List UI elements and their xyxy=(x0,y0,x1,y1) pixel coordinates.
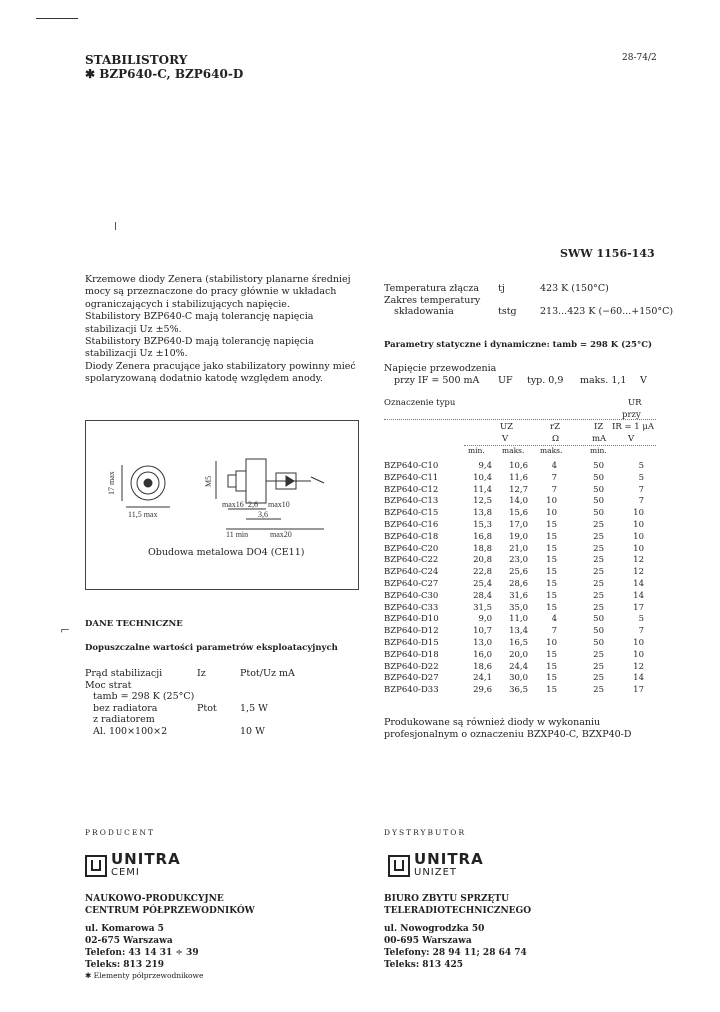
type-cell: BZP640-C33 xyxy=(384,602,439,613)
iz-header: IZ xyxy=(594,422,604,432)
ur-cell: 5 xyxy=(638,614,644,625)
standard-number: SWW 1156-143 xyxy=(560,247,655,260)
title-line-2: ✱ BZP640-C, BZP640-D xyxy=(85,67,244,81)
junction-temp-label: Temperatura złącza xyxy=(384,283,480,294)
package-stud xyxy=(236,471,246,491)
table-row xyxy=(384,650,656,662)
forward-voltage-symbol: UF xyxy=(498,374,513,386)
type-cell: BZP640-C10 xyxy=(384,461,439,471)
iz-cell: 25 xyxy=(593,649,604,660)
static-params-heading: Parametry statyczne i dynamiczne: tamb = 298 K (25°C) xyxy=(384,340,653,350)
ur-cell: 14 xyxy=(633,578,644,589)
type-cell: BZP640-C22 xyxy=(384,555,439,566)
table-row xyxy=(384,485,656,497)
distributor-address-2: 00-695 Warszawa xyxy=(384,936,472,946)
ur-cond-2: IR = 1 μA xyxy=(612,422,655,432)
uz-min-cell: 9,4 xyxy=(478,461,492,471)
professional-note: Produkowane są również diody w wykonaniu profesjonalnym o oznaczeniu BZXP40-C, BZXP40-D xyxy=(384,717,632,740)
type-cell: BZP640-D18 xyxy=(384,649,439,660)
ur-header: UR xyxy=(628,398,642,408)
rz-cell: 15 xyxy=(546,578,557,589)
uz-max-cell: 24,4 xyxy=(509,661,528,672)
distributor-label: DYSTRYBUTOR xyxy=(384,828,467,837)
limit-row: Moc strat xyxy=(85,679,132,691)
iz-cell: 25 xyxy=(593,602,604,613)
uz-max-cell: 16,5 xyxy=(509,637,528,648)
uz-header: UZ xyxy=(500,422,514,432)
uz-min-cell: 10,4 xyxy=(473,472,492,483)
producer-address-2: 02-675 Warszawa xyxy=(85,936,173,946)
uz-min-cell: 20,8 xyxy=(473,555,492,566)
type-cell: BZP640-C13 xyxy=(384,496,439,507)
uz-max-cell: 14,0 xyxy=(509,496,528,507)
storage-range-label: Zakres temperatury xyxy=(384,294,481,306)
rz-cell: 15 xyxy=(546,567,557,578)
ur-cell: 14 xyxy=(633,590,644,601)
uz-max-cell: 19,0 xyxy=(509,531,528,542)
rz-cell: 10 xyxy=(546,508,557,519)
uz-min-cell: 11,4 xyxy=(473,484,492,495)
table-row xyxy=(384,591,656,603)
ur-cell: 7 xyxy=(638,626,644,637)
zener-table xyxy=(384,461,656,697)
distributor-address-1: ul. Nowogrodzka 50 xyxy=(384,924,485,934)
margin-mark: ⌐ xyxy=(60,623,71,637)
uz-max-cell: 28,6 xyxy=(509,578,528,589)
doc-code: 28-74/2 xyxy=(622,53,657,63)
ur-cell: 17 xyxy=(633,685,644,696)
package-hex-body xyxy=(246,459,266,503)
uz-min-cell: 16,0 xyxy=(473,649,492,660)
producer-logo-text: UNITRA xyxy=(111,850,181,868)
uz-max-cell: 36,5 xyxy=(509,685,528,696)
ur-cell: 7 xyxy=(638,484,644,495)
type-cell: BZP640-C12 xyxy=(384,484,439,495)
type-cell: BZP640-C16 xyxy=(384,519,439,530)
top-rule xyxy=(36,18,78,19)
drawing-caption: Obudowa metalowa DO4 (CE11) xyxy=(148,547,305,558)
rz-cell: 15 xyxy=(546,649,557,660)
rz-cell: 4 xyxy=(551,461,557,471)
package-drawing xyxy=(86,421,358,589)
iz-cell: 25 xyxy=(593,531,604,542)
unitra-logo-icon xyxy=(85,855,107,877)
page-title xyxy=(85,53,243,81)
uz-min-cell: 22,8 xyxy=(473,567,492,578)
uz-min-cell: 29,6 xyxy=(473,685,492,696)
uz-min-cell: 9,0 xyxy=(478,614,492,625)
type-cell: BZP640-D12 xyxy=(384,626,439,637)
iz-cell: 50 xyxy=(593,484,604,495)
dim-max10: max10 xyxy=(268,500,290,509)
limits-heading: Dopuszczalne wartości parametrów eksploatacyjnych xyxy=(85,643,338,653)
type-cell: BZP640-D15 xyxy=(384,637,439,648)
forward-voltage-label: Napięcie przewodzenia xyxy=(384,363,497,374)
type-cell: BZP640-C30 xyxy=(384,590,439,601)
dim-26: 2,6 xyxy=(248,500,258,509)
ur-cell: 10 xyxy=(633,519,644,530)
iz-cell: 50 xyxy=(593,472,604,483)
min-label: min. xyxy=(468,446,485,455)
table-row xyxy=(384,544,656,556)
limit-row: bez radiatora Ptot 1,5 W xyxy=(93,702,268,714)
iz-cell: 50 xyxy=(593,496,604,507)
dim-width: 11,5 max xyxy=(128,510,158,519)
uz-max-cell: 13,4 xyxy=(509,626,528,637)
type-cell: BZP640-C24 xyxy=(384,567,439,578)
table-row xyxy=(384,626,656,638)
ur-cell: 10 xyxy=(633,637,644,648)
type-cell: BZP640-C11 xyxy=(384,472,439,483)
description-para-2: Stabilistory BZP640-C mają tolerancję napięcia stabilizacji Uz ±5%. xyxy=(85,311,314,335)
storage-range-label-2: składowania xyxy=(394,306,454,317)
table-row xyxy=(384,685,656,697)
storage-range-symbol: tstg xyxy=(498,306,517,317)
producer-address-1: ul. Komarowa 5 xyxy=(85,924,164,934)
ur-cell: 17 xyxy=(633,602,644,613)
distributor-phone: Telefony: 28 94 11; 28 64 74 xyxy=(384,948,527,958)
uz-max-cell: 11,6 xyxy=(509,472,528,483)
uz-min-cell: 28,4 xyxy=(473,590,492,601)
uz-unit: V xyxy=(502,434,509,444)
table-row xyxy=(384,662,656,674)
uz-min-cell: 12,5 xyxy=(473,496,492,507)
limits-list xyxy=(85,668,357,737)
dim-36: 3,6 xyxy=(258,510,268,519)
ur-cell: 12 xyxy=(633,661,644,672)
uz-min-cell: 15,3 xyxy=(473,519,492,530)
ur-unit: V xyxy=(628,434,635,444)
table-header xyxy=(384,398,656,462)
iz-cell: 25 xyxy=(593,543,604,554)
ur-cell: 10 xyxy=(633,543,644,554)
table-row xyxy=(384,567,656,579)
producer-name-2: CENTRUM PÓŁPRZEWODNIKÓW xyxy=(85,906,255,916)
ur-cell: 5 xyxy=(638,461,644,471)
forward-voltage-typ: typ. 0,9 xyxy=(527,374,564,386)
ur-cell: 12 xyxy=(633,567,644,578)
rz-cell: 10 xyxy=(546,496,557,507)
storage-range-value: 213...423 K (−60...+150°C) xyxy=(540,306,674,317)
iz-cell: 50 xyxy=(593,508,604,519)
junction-temp-symbol: tj xyxy=(498,283,505,294)
distributor-telex: Teleks: 813 425 xyxy=(384,960,464,970)
table-row xyxy=(384,614,656,626)
limit-row: tamb = 298 K (25°C) xyxy=(93,691,195,702)
iz-cell: 50 xyxy=(593,614,604,625)
table-row xyxy=(384,638,656,650)
producer-label: PRODUCENT xyxy=(85,828,155,837)
iz-cell: 25 xyxy=(593,661,604,672)
package-front-lead xyxy=(144,479,152,487)
uz-min-cell: 24,1 xyxy=(473,673,492,684)
dim-height: 17 max xyxy=(107,471,116,495)
producer-logo xyxy=(85,852,181,880)
limit-row: z radiatorem xyxy=(93,714,155,725)
max-label-rz: maks. xyxy=(540,446,563,455)
ur-cell: 10 xyxy=(633,531,644,542)
rz-cell: 7 xyxy=(551,472,557,483)
dim-11min: 11 min xyxy=(226,530,249,539)
forward-voltage xyxy=(384,363,656,386)
rz-cell: 15 xyxy=(546,543,557,554)
uz-max-cell: 10,6 xyxy=(509,461,528,471)
uz-max-cell: 25,6 xyxy=(509,567,528,578)
type-cell: BZP640-D33 xyxy=(384,685,439,696)
rz-cell: 7 xyxy=(551,484,557,495)
uz-max-cell: 31,6 xyxy=(509,590,528,601)
table-row xyxy=(384,473,656,485)
table-row xyxy=(384,508,656,520)
type-cell: BZP640-C15 xyxy=(384,508,439,519)
distributor-name-1: BIURO ZBYTU SPRZĘTU xyxy=(384,894,509,904)
rz-cell: 15 xyxy=(546,555,557,566)
producer-phone: Telefon: 43 14 31 ÷ 39 xyxy=(85,948,199,958)
description-para-1: Krzemowe diody Zenera (stabilistory planarne średniej mocy są przeznaczone do pracy głównie w układach ograniczających i stabilizujących napięcie. xyxy=(85,274,351,310)
uz-min-cell: 25,4 xyxy=(473,578,492,589)
table-row xyxy=(384,520,656,532)
ur-cell: 7 xyxy=(638,496,644,507)
uz-max-cell: 35,0 xyxy=(509,602,528,613)
distributor-logo xyxy=(388,852,484,880)
iz-cell: 50 xyxy=(593,637,604,648)
distributor-logo-sub: UNIZET xyxy=(414,867,458,878)
min-label-iz: min. xyxy=(590,446,607,455)
iz-cell: 25 xyxy=(593,567,604,578)
uz-min-cell: 10,7 xyxy=(473,626,492,637)
ur-cond-1: przy xyxy=(622,410,641,420)
uz-max-cell: 17,0 xyxy=(509,519,528,530)
rz-cell: 10 xyxy=(546,637,557,648)
forward-voltage-max: maks. 1,1 xyxy=(580,374,627,386)
type-cell: BZP640-D22 xyxy=(384,661,439,672)
distributor-name-2: TELERADIOTECHNICZNEGO xyxy=(384,906,532,916)
table-row xyxy=(384,461,656,473)
iz-cell: 50 xyxy=(593,461,604,471)
uz-max-cell: 20,0 xyxy=(509,649,528,660)
uz-max-cell: 15,6 xyxy=(509,508,528,519)
description xyxy=(85,274,357,386)
uz-min-cell: 16,8 xyxy=(473,531,492,542)
rz-cell: 15 xyxy=(546,673,557,684)
type-cell: BZP640-D27 xyxy=(384,673,439,684)
producer-logo-sub: CEMI xyxy=(111,867,140,878)
producer-block xyxy=(85,893,255,981)
table-row xyxy=(384,496,656,508)
type-cell: BZP640-C27 xyxy=(384,578,439,589)
iz-cell: 50 xyxy=(593,626,604,637)
limit-row: Al. 100×100×2 10 W xyxy=(93,725,265,737)
uz-min-cell: 13,8 xyxy=(473,508,492,519)
junction-temp-value: 423 K (150°C) xyxy=(540,283,609,294)
rz-cell: 7 xyxy=(551,626,557,637)
iz-cell: 25 xyxy=(593,673,604,684)
max-label: maks. xyxy=(502,446,525,455)
iz-unit: mA xyxy=(592,434,607,444)
ur-cell: 14 xyxy=(633,673,644,684)
forward-voltage-unit: V xyxy=(640,374,647,386)
table-row xyxy=(384,532,656,544)
uz-min-cell: 31,5 xyxy=(473,602,492,613)
table-row xyxy=(384,603,656,615)
type-cell: BZP640-D10 xyxy=(384,614,439,625)
type-cell: BZP640-C18 xyxy=(384,531,439,542)
rz-cell: 15 xyxy=(546,685,557,696)
rz-cell: 15 xyxy=(546,602,557,613)
package-drawing-box xyxy=(85,420,359,590)
rz-unit: Ω xyxy=(552,434,560,444)
unitra-logo-icon xyxy=(388,855,410,877)
iz-cell: 25 xyxy=(593,519,604,530)
producer-name-1: NAUKOWO-PRODUKCYJNE xyxy=(85,894,224,904)
producer-telex: Teleks: 813 219 xyxy=(85,960,165,970)
rz-header: rZ xyxy=(550,422,560,432)
forward-voltage-condition: przy IF = 500 mA xyxy=(394,374,480,386)
description-para-4: Diody Zenera pracujące jako stabilizatory powinny mieć spolaryzowaną dodatnio katodę względem anody. xyxy=(85,360,356,385)
uz-max-cell: 30,0 xyxy=(509,673,528,684)
ur-cell: 5 xyxy=(638,472,644,483)
tick-mark xyxy=(115,222,116,230)
uz-max-cell: 12,7 xyxy=(509,484,528,495)
rz-cell: 15 xyxy=(546,590,557,601)
iz-cell: 25 xyxy=(593,590,604,601)
diode-symbol xyxy=(286,476,294,486)
iz-cell: 25 xyxy=(593,685,604,696)
dim-max16: max16 xyxy=(222,500,244,509)
uz-min-cell: 18,8 xyxy=(473,543,492,554)
producer-footnote: ✱ Elementy półprzewodnikowe xyxy=(85,971,204,980)
uz-max-cell: 11,0 xyxy=(509,614,528,625)
ur-cell: 10 xyxy=(633,508,644,519)
table-row xyxy=(384,555,656,567)
ur-cell: 10 xyxy=(633,649,644,660)
dim-max20: max20 xyxy=(270,530,292,539)
ur-cell: 12 xyxy=(633,555,644,566)
type-cell: BZP640-C20 xyxy=(384,543,439,554)
uz-max-cell: 23,0 xyxy=(509,555,528,566)
tech-data-heading: DANE TECHNICZNE xyxy=(85,619,183,629)
table-row xyxy=(384,579,656,591)
rz-cell: 4 xyxy=(551,614,557,625)
iz-cell: 25 xyxy=(593,578,604,589)
iz-cell: 25 xyxy=(593,555,604,566)
distributor-logo-text: UNITRA xyxy=(414,850,484,868)
uz-min-cell: 13,0 xyxy=(473,637,492,648)
dim-thread: M5 xyxy=(204,475,213,487)
thermal-ratings xyxy=(384,283,674,318)
rz-cell: 15 xyxy=(546,661,557,672)
rz-cell: 15 xyxy=(546,531,557,542)
description-para-3: Stabilistory BZP640-D mają tolerancję napięcia stabilizacji Uz ±10%. xyxy=(85,336,314,360)
rz-cell: 15 xyxy=(546,519,557,530)
type-column-header: Oznaczenie typu xyxy=(384,398,456,408)
title-line-1: STABILISTORY xyxy=(85,53,188,67)
uz-max-cell: 21,0 xyxy=(509,543,528,554)
table-row xyxy=(384,673,656,685)
limit-row: Prąd stabilizacji Iz Ptot/Uz mA xyxy=(85,668,295,679)
distributor-block xyxy=(384,893,531,971)
uz-min-cell: 18,6 xyxy=(473,661,492,672)
